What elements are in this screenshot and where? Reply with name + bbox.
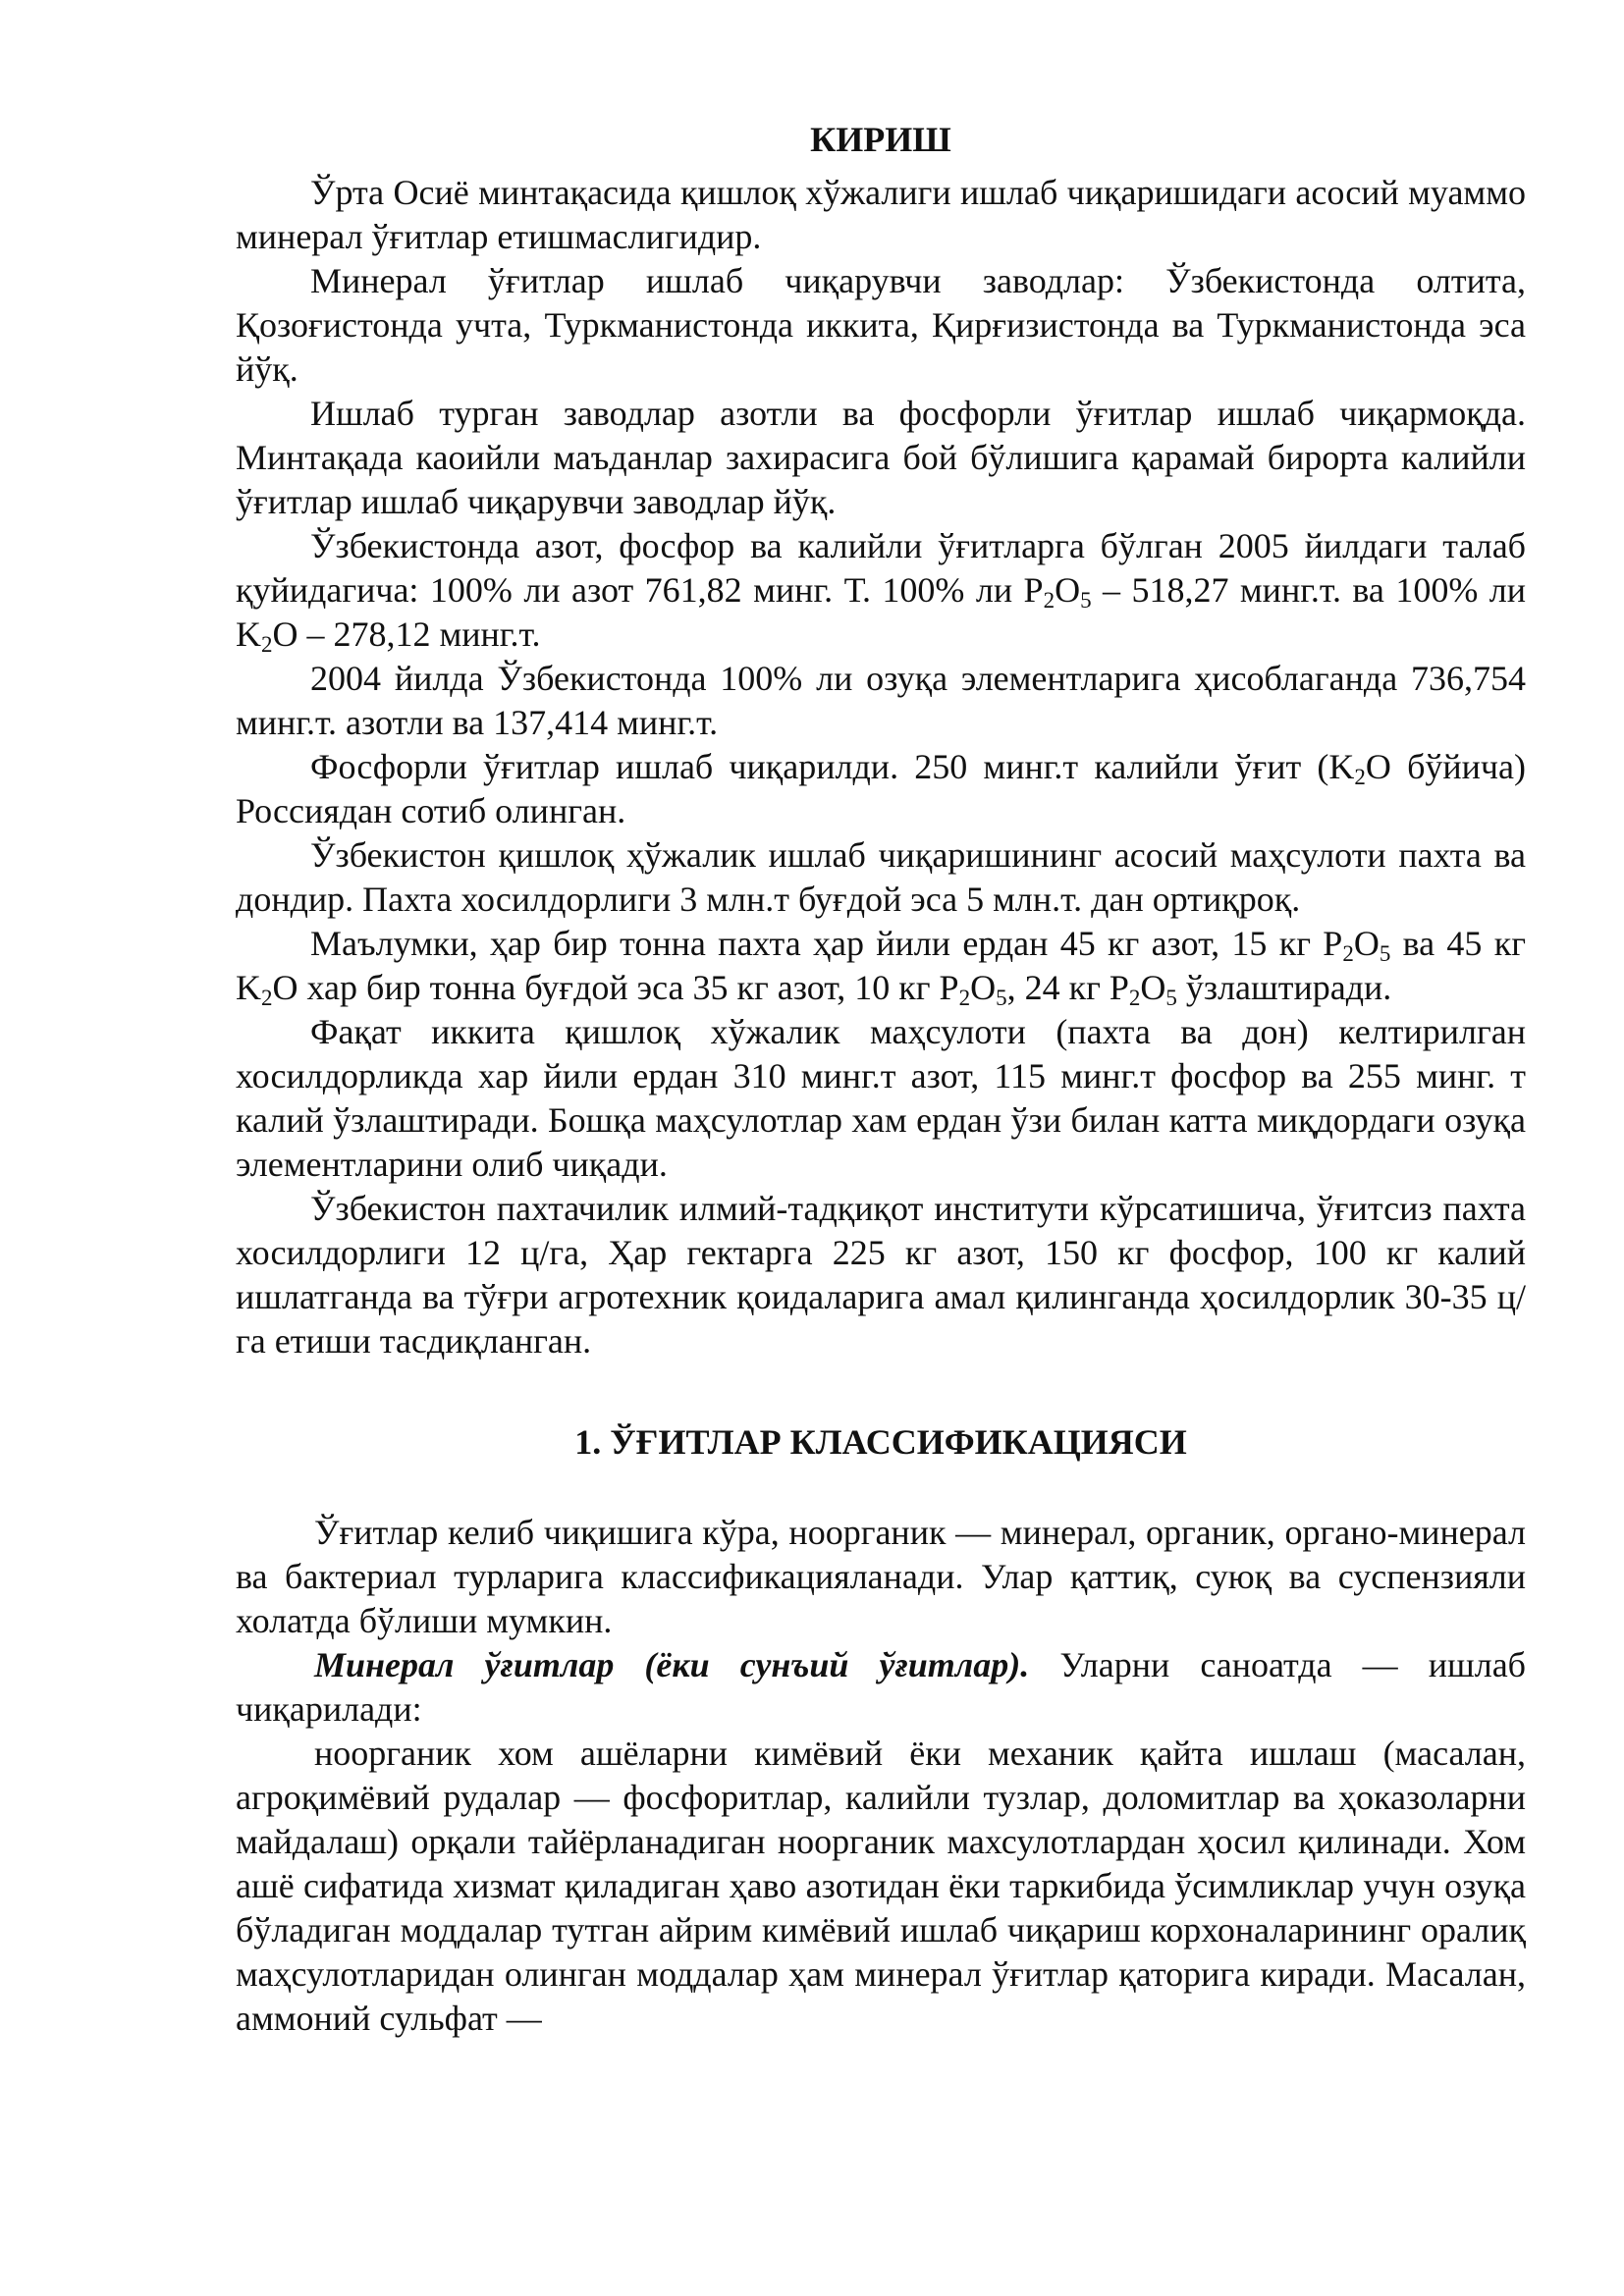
intro-paragraph-2: Минерал ўғитлар ишлаб чиқарувчи заводлар: Ўзбекистонда олтита, Қозоғистонда учта, Туркманистонда иккита, Қирғизистонда ва Туркманистонда эса йўқ. (236, 261, 1526, 389)
p4-text-a: Ўзбекистонда азот, фосфор ва калийли ўғитларга бўлган 2005 йилдаги талаб қуйидагича: 100% ли азот 761,82 минг. Т. 100% ли P (236, 526, 1526, 610)
p8-sub-1: 2 (1342, 941, 1354, 966)
intro-paragraph-4 (236, 524, 1526, 657)
p8-sub-4: 2 (958, 986, 971, 1010)
p8-text-d: O хар бир тонна буғдой эса 35 кг азот, 10 кг P (272, 968, 959, 1007)
section-1-paragraph-3: ноорганик хом ашёларни кимёвий ёки механик қайта ишлаш (масалан, агроқимёвий рудалар — фосфоритлар, калийли тузлар, доломитлар ва ҳоказоларни майдалаш) орқали тайёрланадиган ноорганик махсулотлардан ҳосил қилинади. Хом ашё сифатида хизмат қиладиган ҳаво азотидан ёки таркибида ўсимликлар учун озуқа бўладиган моддалар тутган айрим кимёвий ишлаб чиқариш корхоналарининг оралиқ маҳсулотларидан олинган моддалар ҳам минерал ўғитлар қаторига киради. Масалан, аммоний сульфат — (236, 1734, 1526, 2038)
p8-sub-3: 2 (261, 986, 273, 1010)
intro-paragraph-5: 2004 йилда Ўзбекистонда 100% ли озуқа элементларига ҳисоблаганда 736,754 минг.т. азотли ва 137,414 минг.т. (236, 659, 1526, 742)
section-1-paragraph-1: Ўғитлар келиб чиқишига кўра, ноорганик — минерал, органик, органо-минерал ва бактериал турларига классификацияланади. Улар қаттиқ, суюқ ва суспензияли холатда бўлиши мумкин. (236, 1513, 1526, 1640)
p8-sub-5: 5 (996, 986, 1007, 1010)
p6-text-a: Фосфорли ўғитлар ишлаб чиқарилди. 250 минг.т калийли ўғит (K (310, 747, 1355, 786)
document-page (236, 118, 1526, 2041)
p8-sub-7: 5 (1165, 986, 1177, 1010)
intro-paragraph-10: Ўзбекистон пахтачилик илмий-тадқиқот институти кўрсатишича, ўғитсиз пахта хосилдорлиги 12 ц/га, Ҳар гектарга 225 кг азот, 150 кг фосфор, 100 кг калий ишлатганда ва тўғри агротехник қоидаларига амал қилинганда ҳосилдорлик 30-35 ц/га етиши тасдиқланган. (236, 1189, 1526, 1361)
p8-sub-2: 5 (1379, 941, 1391, 966)
p8-text-c: ва 45 кг K (236, 924, 1526, 1007)
p8-text-a: Маълумки, ҳар бир тонна пахта ҳар йили ердан 45 кг азот, 15 кг P (310, 924, 1343, 963)
p8-text-g: O (1140, 968, 1166, 1007)
p8-sub-6: 2 (1128, 986, 1141, 1010)
p8-text-b: O (1353, 924, 1380, 963)
section-1-paragraph-2 (236, 1643, 1526, 1732)
p4-text-c: – 518,27 минг.т. ва 100% ли K (236, 570, 1527, 654)
intro-paragraph-8 (236, 922, 1526, 1010)
p6-sub-1: 2 (1354, 765, 1366, 789)
p8-text-h: ўзлаштиради. (1176, 968, 1392, 1007)
p4-text-d: O – 278,12 минг.т. (272, 614, 541, 654)
p4-sub-1: 2 (1043, 588, 1056, 613)
p6-text-b: O бўйича) Россиядан сотиб олинган. (236, 747, 1526, 830)
mineral-fertilizers-term: Минерал ўғитлар (ёки сунъий ўғитлар). (314, 1645, 1030, 1684)
p8-text-f: , 24 кг P (1006, 968, 1129, 1007)
section-1-heading: 1. ЎҒИТЛАР КЛАССИФИКАЦИЯСИ (574, 1422, 1187, 1462)
section-1-paragraph-2-rest: Уларни саноатда — ишлаб чиқарилади: (236, 1645, 1526, 1729)
intro-paragraph-9: Фақат иккита қишлоқ хўжалик маҳсулоти (пахта ва дон) келтирилган хосилдорликда хар йили ердан 310 минг.т азот, 115 минг.т фосфор ва 255 минг. т калий ўзлаштиради. Бошқа маҳсулотлар хам ердан ўзи билан катта миқдордаги озуқа элементларини олиб чиқади. (236, 1012, 1526, 1184)
intro-paragraph-7: Ўзбекистон қишлоқ ҳўжалик ишлаб чиқаришининг асосий маҳсулоти пахта ва дондир. Пахта хосилдорлиги 3 млн.т буғдой эса 5 млн.т. дан ортиқроқ. (236, 835, 1526, 919)
p8-text-e: O (970, 968, 997, 1007)
intro-paragraph-1: Ўрта Осиё минтақасида қишлоқ хўжалиги ишлаб чиқаришидаги асосий муаммо минерал ўғитлар етишмаслигидир. (236, 173, 1526, 256)
intro-paragraph-3: Ишлаб турган заводлар азотли ва фосфорли ўғитлар ишлаб чиқармоқда. Минтақада каоийли маъданлар захирасига бой бўлишига қарамай бирорта калийли ўғитлар ишлаб чиқарувчи заводлар йўқ. (236, 394, 1526, 521)
p4-text-b: O (1055, 570, 1081, 610)
intro-paragraph-6 (236, 745, 1526, 833)
p4-sub-2: 5 (1080, 588, 1092, 613)
p4-sub-3: 2 (261, 632, 273, 657)
intro-title: КИРИШ (810, 120, 951, 159)
